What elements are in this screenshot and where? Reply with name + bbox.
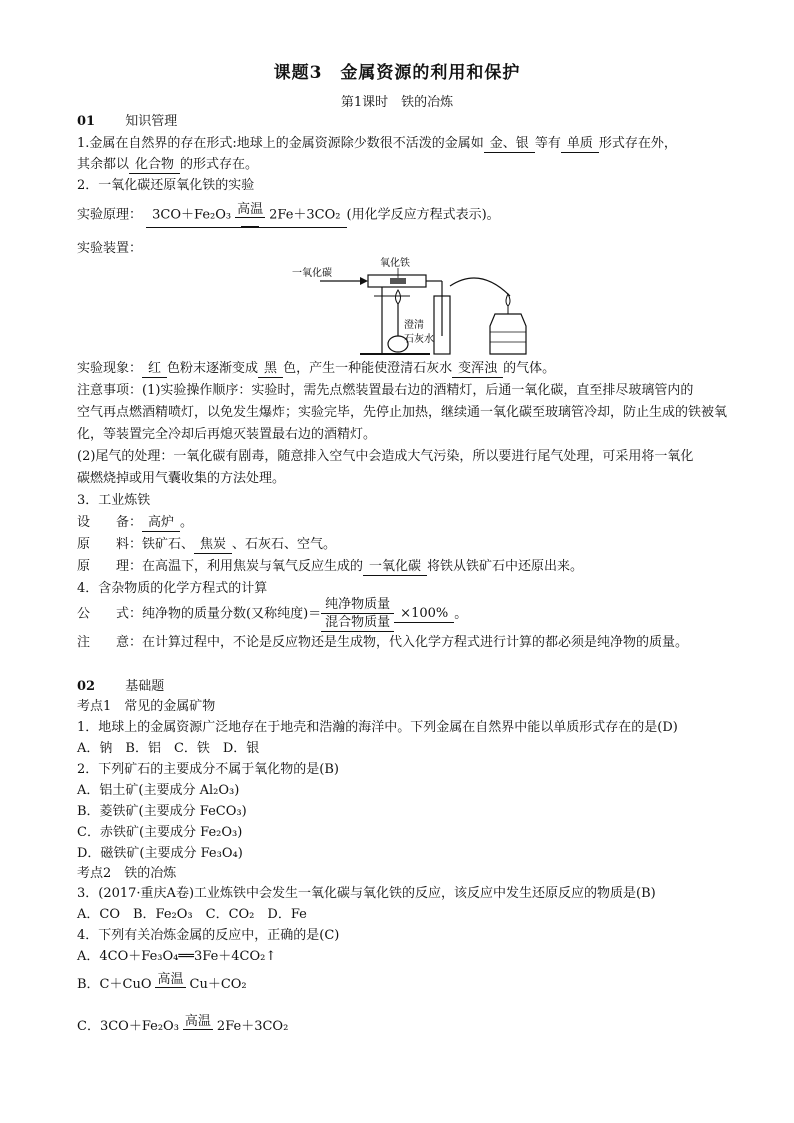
fe2o3-label: 氧化铁 (380, 258, 410, 269)
note-line-4: (2)尾气的处理：一氧化碳有剧毒，随意排入空气中会造成大气污染，所以要进行尾气处理，可采用将一氧化 (77, 449, 694, 464)
text: 设 备： (77, 515, 143, 530)
lime-label-1: 澄清 (404, 320, 424, 331)
answer-blank: 金、银 (484, 136, 535, 153)
paragraph-4-heading: 4．含杂物质的化学方程式的计算 (77, 581, 268, 596)
fraction-denominator: 混合物质量 (321, 614, 394, 632)
section-number: 02 (77, 679, 96, 694)
equation-left: 3CO＋Fe₂O₃ (152, 207, 232, 223)
page-title: 课题3 金属资源的利用和保护 (273, 63, 521, 83)
question-1: 1．地球上的金属资源广泛地存在于地壳和浩瀚的海洋中。下列金属在自然界中能以单质形式存在的是(D) (77, 720, 678, 735)
answer-blank: 高炉 (142, 515, 180, 532)
answer-blank: 变浑浊 (452, 361, 503, 378)
question-4-option-b (77, 970, 750, 1000)
question-2-option-a: A．铝土矿(主要成分 Al₂O₃) (77, 783, 240, 798)
percent-blank: ×100% (394, 606, 454, 623)
text: 色，产生一种能使澄清石灰水 (283, 361, 453, 376)
topic-2: 考点2 铁的冶炼 (77, 866, 177, 881)
section-name: 知识管理 (125, 114, 178, 129)
paragraph-1-line-2 (77, 154, 750, 175)
section-name: 基础题 (125, 679, 165, 694)
answer-blank: 焦炭 (194, 537, 232, 554)
condition-text: 高温 (237, 202, 264, 217)
question-1-options: A．钠 B．铝 C．铁 D．银 (77, 741, 260, 756)
text: 将铁从铁矿石中还原出来。 (427, 559, 584, 574)
question-4-option-a: A．4CO＋Fe₃O₄══3Fe＋4CO₂↑ (77, 949, 277, 964)
text: 。 (180, 515, 194, 530)
question-2-option-b: B．菱铁矿(主要成分 FeCO₃) (77, 804, 247, 819)
answer-blank: 化合物 (129, 157, 180, 174)
fraction-numerator: 纯净物质量 (321, 596, 394, 614)
text: (用化学反应方程式表示)。 (346, 207, 500, 223)
condition-text: 高温 (157, 972, 184, 987)
section-number: 01 (77, 114, 96, 129)
question-2-option-c: C．赤铁矿(主要成分 Fe₂O₃) (77, 825, 243, 840)
note-line-3: 化，等装置完全冷却后再熄灭装置最右边的酒精灯。 (77, 427, 377, 442)
text: 实验现象： (77, 361, 143, 376)
paragraph-3-heading: 3．工业炼铁 (77, 493, 151, 508)
co-label: 一氧化碳 (292, 268, 332, 279)
question-3: 3．(2017·重庆A卷)工业炼铁中会发生一氧化碳与氧化铁的反应，该反应中发生还原反应的物质是(B) (77, 886, 656, 901)
text: 。 (454, 606, 468, 622)
condition-text: 高温 (184, 1014, 211, 1029)
answer-blank: 红 (142, 361, 167, 378)
theory-line (77, 556, 750, 577)
lime-label-2: 石灰水 (404, 334, 434, 345)
text: 1.金属在自然界的存在形式:地球上的金属资源除少数很不活泼的金属如 (77, 136, 484, 151)
text: 实验原理： (77, 207, 143, 223)
paragraph-2-heading: 2．一氧化碳还原氧化铁的实验 (77, 178, 255, 193)
page-subtitle: 第1课时 铁的冶炼 (340, 95, 454, 110)
text: 等有 (534, 136, 561, 151)
equipment-line (77, 512, 750, 533)
text: 、石灰石、空气。 (232, 537, 337, 552)
attention-line: 注 意：在计算过程中，不论是反应物还是生成物，代入化学方程式进行计算的都必须是纯净物的质量。 (77, 635, 689, 650)
question-4-option-c (77, 1012, 750, 1042)
text: 形式存在外， (598, 136, 677, 151)
raw-materials-line (77, 534, 750, 555)
reaction-condition (155, 973, 185, 996)
section-02-header (77, 676, 750, 697)
flame (396, 290, 401, 304)
note-line-5: 碳燃烧掉或用气囊收集的方法处理。 (77, 471, 286, 486)
answer-blank: 一氧化碳 (363, 559, 427, 576)
paragraph-1-line-1 (77, 133, 750, 154)
equation-left: B．C＋CuO (77, 977, 152, 992)
equation-right: 2Fe＋3CO₂ (216, 1019, 289, 1034)
alcohol-lamp (490, 314, 526, 354)
answer-blank: 黑 (258, 361, 283, 378)
text: 其余都以 (77, 157, 130, 172)
principle-line (77, 203, 750, 228)
note-line-1: 注意事项：(1)实验操作顺序：实验时，需先点燃装置最右边的酒精灯，后通一氧化碳，直至排尽玻璃管内的 (77, 383, 694, 398)
question-2: 2．下列矿石的主要成分不属于氧化物的是(B) (77, 762, 339, 777)
formula-line (77, 596, 750, 632)
phenomenon-line (77, 358, 750, 379)
reaction-condition (183, 1015, 213, 1038)
note-line-2: 空气再点燃酒精喷灯，以免发生爆炸；实验完毕，先停止加热，继续通一氧化碳至玻璃管冷却，防止生成的铁被氧 (77, 405, 728, 420)
text: 的形式存在。 (180, 157, 259, 172)
question-4: 4．下列有关冶炼金属的反应中，正确的是(C) (77, 928, 340, 943)
text: 色粉末逐渐变成 (167, 361, 259, 376)
reaction-condition (235, 203, 265, 227)
equation-blank (146, 203, 346, 228)
text: 原 料：铁矿石、 (77, 537, 195, 552)
text: 原 理：在高温下，利用焦炭与氧气反应生成的 (77, 559, 364, 574)
equation-right: 2Fe＋3CO₂ (269, 207, 341, 223)
device-label: 实验装置： (77, 241, 143, 256)
equation-right: Cu＋CO₂ (189, 977, 247, 992)
section-01-header (77, 111, 750, 132)
text: 公 式：纯净物的质量分数(又称纯度)＝ (77, 606, 322, 622)
answer-blank: 单质 (561, 136, 599, 153)
fraction (321, 596, 394, 632)
experiment-apparatus-diagram (290, 256, 530, 360)
question-3-options: A．CO B．Fe₂O₃ C．CO₂ D．Fe (77, 907, 307, 922)
topic-1: 考点1 常见的金属矿物 (77, 699, 216, 714)
equation-left: C．3CO＋Fe₂O₃ (77, 1019, 179, 1034)
text: 的气体。 (503, 361, 556, 376)
question-2-option-d: D．磁铁矿(主要成分 Fe₃O₄) (77, 846, 243, 861)
